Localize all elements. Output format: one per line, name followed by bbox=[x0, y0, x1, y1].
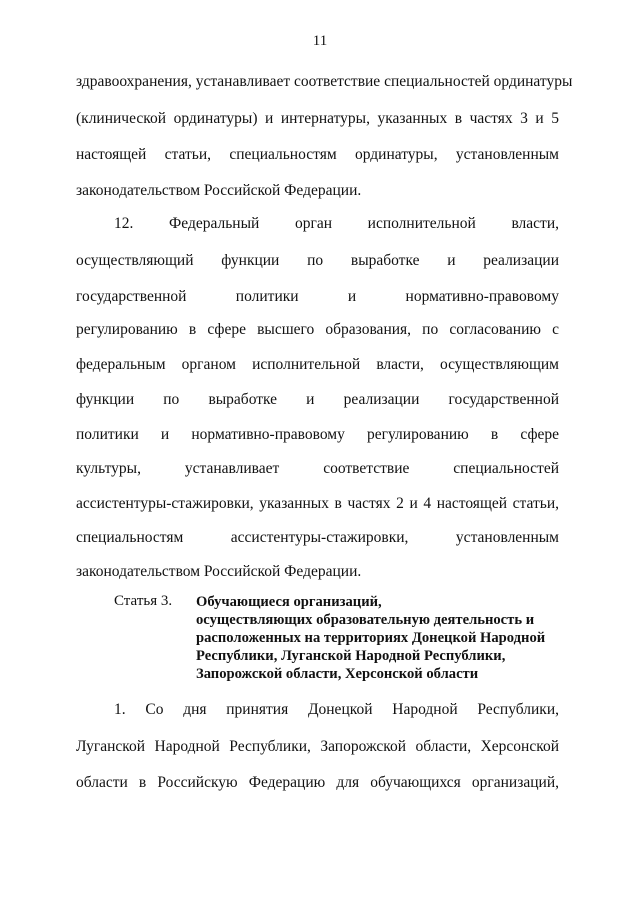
paragraph-line: 1. Со дня принятия Донецкой Народной Республики, bbox=[114, 701, 559, 718]
article-title-line: Запорожской области, Херсонской области bbox=[196, 666, 479, 682]
paragraph-line: области в Российскую Федерацию для обучающихся организаций, bbox=[76, 774, 559, 791]
paragraph-line: политики и нормативно-правовому регулированию в сфере bbox=[76, 426, 559, 443]
paragraph-line: функции по выработке и реализации государственной bbox=[76, 391, 559, 408]
paragraph-line: культуры, устанавливает соответствие специальностей bbox=[76, 460, 559, 477]
article-label: Статья 3. bbox=[114, 593, 173, 609]
paragraph-line: 12. Федеральный орган исполнительной власти, bbox=[114, 215, 559, 232]
paragraph-line: регулированию в сфере высшего образования, по согласованию с bbox=[76, 321, 559, 338]
paragraph-line: федеральным органом исполнительной власти, осуществляющим bbox=[76, 356, 559, 373]
page-number: 11 bbox=[312, 33, 328, 49]
article-title-line: расположенных на территориях Донецкой Народной bbox=[196, 630, 546, 646]
article-title-line: осуществляющих образовательную деятельность и bbox=[196, 612, 535, 628]
paragraph-line: здравоохранения, устанавливает соответствие специальностей ординатуры bbox=[76, 73, 573, 90]
paragraph-line: специальностям ассистентуры-стажировки, установленным bbox=[76, 529, 559, 546]
paragraph-line: настоящей статьи, специальностям ординатуры, установленным bbox=[76, 146, 559, 163]
paragraph-line: осуществляющий функции по выработке и реализации bbox=[76, 252, 559, 269]
paragraph-line: Луганской Народной Республики, Запорожской области, Херсонской bbox=[76, 738, 559, 755]
paragraph-line: ассистентуры-стажировки, указанных в частях 2 и 4 настоящей статьи, bbox=[76, 495, 559, 512]
paragraph-line: законодательством Российской Федерации. bbox=[76, 563, 362, 580]
paragraph-line: законодательством Российской Федерации. bbox=[76, 182, 362, 199]
paragraph-line: (клинической ординатуры) и интернатуры, указанных в частях 3 и 5 bbox=[76, 110, 559, 127]
article-title-line: Обучающиеся организаций, bbox=[196, 594, 382, 610]
article-title-line: Республики, Луганской Народной Республики, bbox=[196, 648, 506, 664]
paragraph-line: государственной политики и нормативно-правовому bbox=[76, 288, 559, 305]
